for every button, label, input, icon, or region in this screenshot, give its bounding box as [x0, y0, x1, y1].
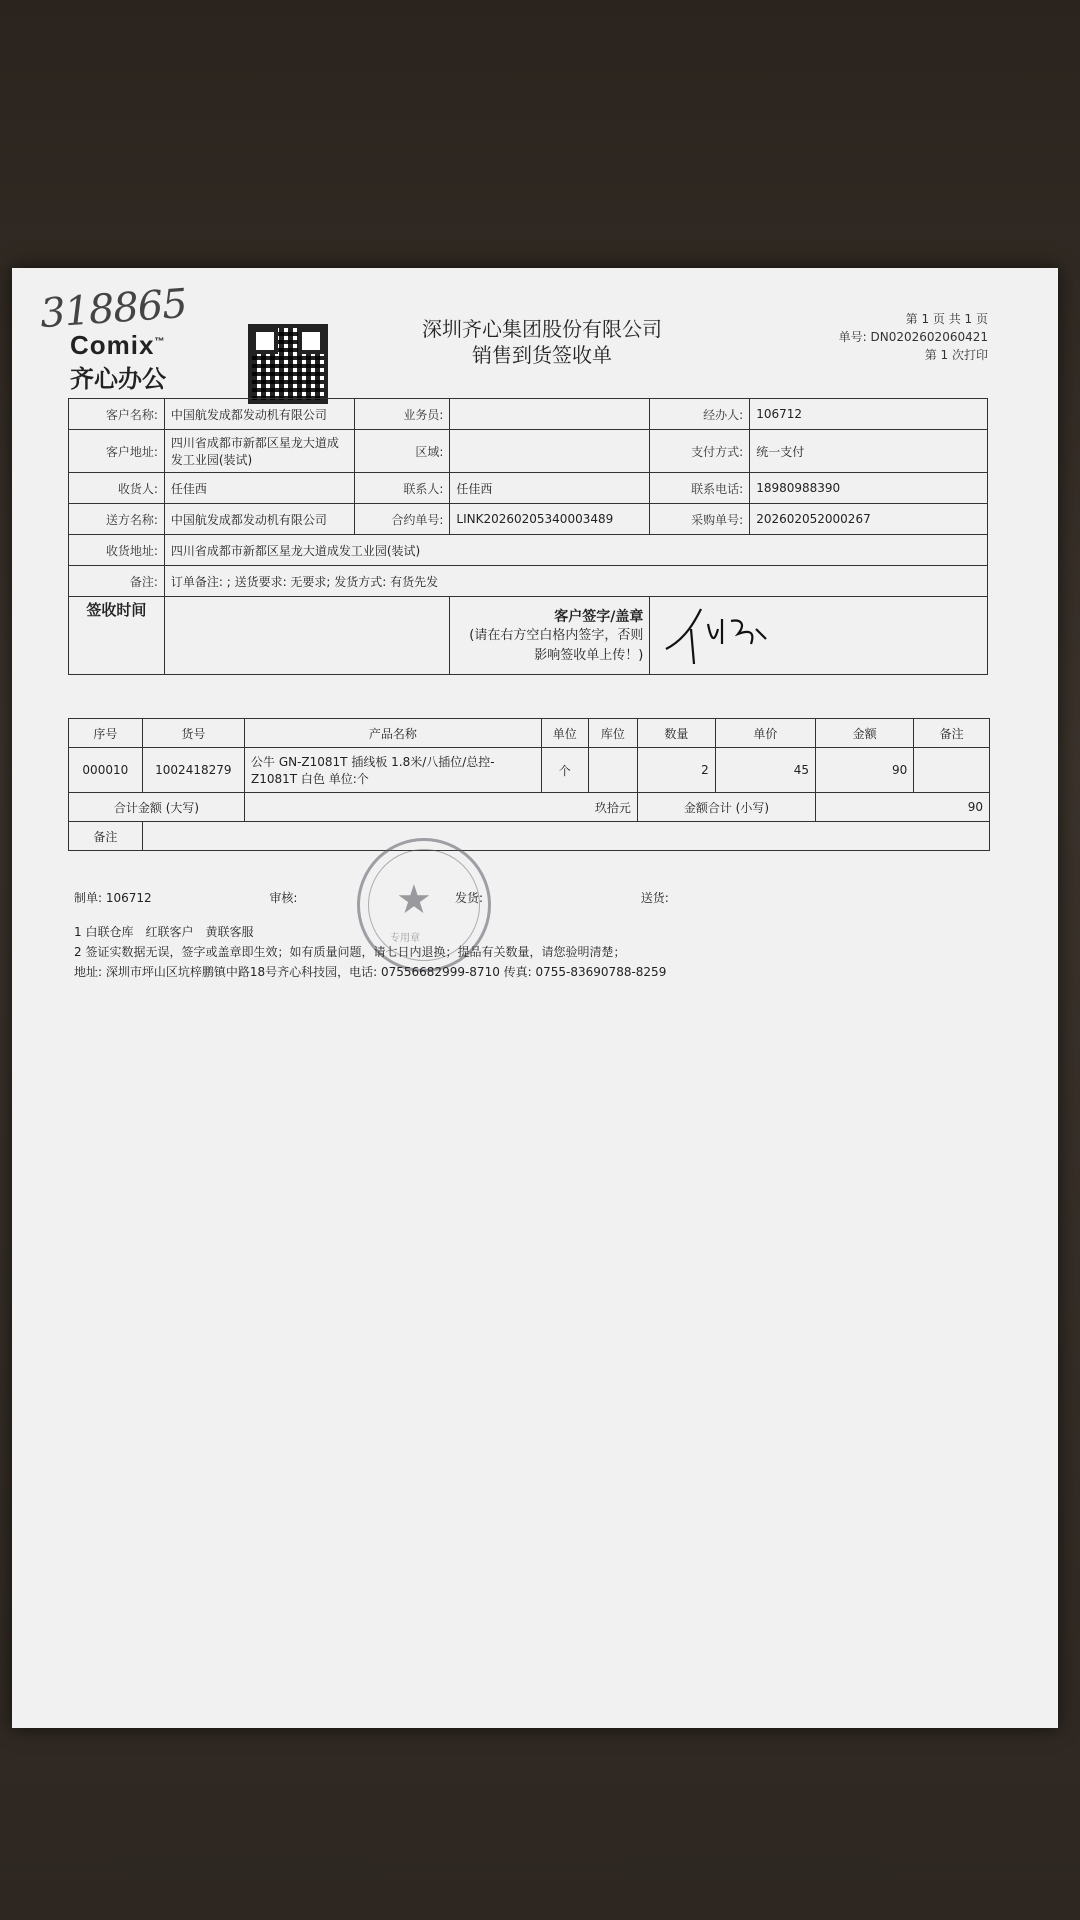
- total-cn-label: 合计金额 (大写): [69, 793, 245, 822]
- contact: 任佳西: [450, 473, 650, 504]
- table-row: [69, 430, 988, 473]
- total-num-label: 金额合计 (小写): [637, 793, 815, 822]
- customer-name: 中国航发成都发动机有限公司: [164, 399, 354, 430]
- purchase: 202602052000267: [750, 504, 988, 535]
- customer-name-label: 客户名称:: [69, 399, 165, 430]
- header-code: 货号: [142, 719, 244, 748]
- customer-address: 四川省成都市新都区星龙大道成发工业园(装试): [164, 430, 354, 473]
- qr-code-icon: [248, 324, 328, 404]
- contact-label: 联系人:: [354, 473, 450, 504]
- remark: 订单备注: ; 送货要求: 无要求; 发货方式: 有货先发: [164, 566, 987, 597]
- customer-sign-title: 客户签字/盖章: [554, 608, 644, 625]
- bottom-remark-label: 备注: [69, 822, 143, 851]
- purchase-label: 采购单号:: [650, 504, 750, 535]
- customer-sign-note: (请在右方空白格内签字，否则影响签收单上传！): [469, 627, 644, 663]
- table-row: [69, 597, 988, 675]
- item-price: 45: [715, 748, 815, 793]
- logo-english: Comix™: [70, 330, 166, 360]
- table-row: [69, 473, 988, 504]
- header-price: 单价: [715, 719, 815, 748]
- contract-label: 合约单号:: [354, 504, 450, 535]
- signoff-line: 制单: 106712 审核: 发货: 送货:: [74, 891, 669, 905]
- header-remark: 备注: [914, 719, 990, 748]
- payment: 统一支付: [750, 430, 988, 473]
- ship-to: 中国航发成都发动机有限公司: [164, 504, 354, 535]
- comix-logo: [70, 330, 166, 394]
- receiver-label: 收货人:: [69, 473, 165, 504]
- maker: 106712: [105, 891, 152, 905]
- reviewer-label: 审核:: [269, 891, 298, 905]
- delivery-receipt-paper: [12, 268, 1058, 1728]
- company-address: 地址: 深圳市坪山区坑梓鹏镇中路18号齐心科技园，电话: 07556682999-8710 传真: 0755-83690788-8259: [74, 965, 667, 979]
- copies-note: 1 白联仓库 红联客户 黄联客服: [74, 925, 254, 939]
- header-unit: 单位: [541, 719, 588, 748]
- customer-sign-instruction: [450, 597, 650, 675]
- phone-label: 联系电话:: [650, 473, 750, 504]
- remark-label: 备注:: [69, 566, 165, 597]
- page-count: 第 1 页 共 1 页: [905, 312, 988, 326]
- table-row: [69, 566, 988, 597]
- table-row: [69, 793, 990, 822]
- item-amount: 90: [815, 748, 913, 793]
- deliverer-label: 送货:: [640, 891, 669, 905]
- sign-time-value: [164, 597, 450, 675]
- receiver: 任佳西: [164, 473, 354, 504]
- ship-to-label: 送方名称:: [69, 504, 165, 535]
- handler: 106712: [750, 399, 988, 430]
- delivery-address: 四川省成都市新都区星龙大道成发工业园(装试): [164, 535, 987, 566]
- shipper-label: 发货:: [455, 891, 484, 905]
- handler-label: 经办人:: [650, 399, 750, 430]
- document-name: 销售到货签收单: [472, 343, 612, 367]
- header-seq: 序号: [69, 719, 143, 748]
- print-count: 第 1 次打印: [924, 348, 988, 362]
- phone: 18980988390: [750, 473, 988, 504]
- company-seal-icon: ★ 专用章: [357, 838, 491, 972]
- item-name: 公牛 GN-Z1081T 插线板 1.8米/八插位/总控-Z1081T 白色 单位:个: [245, 748, 542, 793]
- item-qty: 2: [637, 748, 715, 793]
- item-location: [588, 748, 637, 793]
- table-row: [69, 748, 990, 793]
- logo-chinese: 齐心办公: [70, 365, 166, 393]
- table-row: [69, 822, 990, 851]
- header-name: 产品名称: [245, 719, 542, 748]
- footer: [74, 888, 669, 982]
- handwritten-number: 318865: [38, 280, 189, 338]
- table-row: [69, 399, 988, 430]
- sign-time-label: 签收时间: [69, 597, 165, 675]
- region: [450, 430, 650, 473]
- signature-box: [650, 597, 988, 675]
- items-header-row: [69, 719, 990, 748]
- table-row: [69, 504, 988, 535]
- contract: LINK20260205340003489: [450, 504, 650, 535]
- region-label: 区域:: [354, 430, 450, 473]
- terms-note: 2 签证实数据无误，签字或盖章即生效；如有质量问题，请七日内退换；提品有关数量，请您验明清楚；: [74, 945, 626, 959]
- item-unit: 个: [541, 748, 588, 793]
- salesman-label: 业务员:: [354, 399, 450, 430]
- table-row: [69, 535, 988, 566]
- salesman: [450, 399, 650, 430]
- signature-icon: [656, 599, 786, 669]
- customer-address-label: 客户地址:: [69, 430, 165, 473]
- item-code: 1002418279: [142, 748, 244, 793]
- document-title: [372, 316, 712, 368]
- total-cn: 玖拾元: [245, 793, 638, 822]
- company-name: 深圳齐心集团股份有限公司: [422, 317, 662, 341]
- customer-info-table: [68, 398, 988, 675]
- item-remark: [914, 748, 990, 793]
- header-location: 库位: [588, 719, 637, 748]
- bottom-remark: [142, 822, 989, 851]
- doc-number: 单号: DN0202602060421: [838, 330, 988, 344]
- delivery-address-label: 收货地址:: [69, 535, 165, 566]
- total-num: 90: [815, 793, 989, 822]
- items-table: [68, 718, 990, 851]
- item-seq: 000010: [69, 748, 143, 793]
- page-info: [839, 310, 988, 364]
- header-qty: 数量: [637, 719, 715, 748]
- header-amount: 金额: [815, 719, 913, 748]
- payment-label: 支付方式:: [650, 430, 750, 473]
